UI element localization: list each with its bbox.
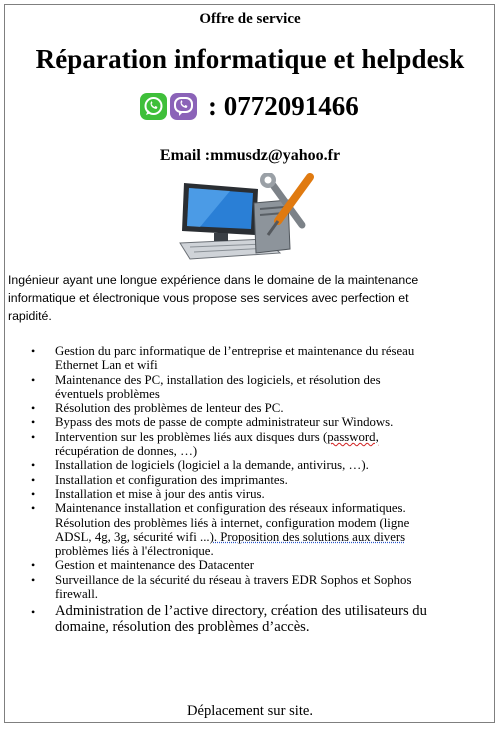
phone-number: : 0772091466 bbox=[208, 91, 359, 121]
list-item bbox=[0, 415, 500, 429]
footer-note: Déplacement sur site. bbox=[186, 703, 314, 719]
bullet-icon: • bbox=[31, 372, 36, 387]
bullet-icon: • bbox=[31, 401, 36, 416]
list-item-text: firewall. bbox=[55, 587, 98, 602]
intro-line: Ingénieur ayant une longue expérience dans le domaine de la maintenance bbox=[8, 273, 419, 287]
list-item-text: Maintenance installation et configuration des réseaux informatiques. bbox=[55, 501, 406, 516]
bullet-icon: • bbox=[31, 429, 36, 444]
list-item bbox=[0, 573, 500, 602]
bullet-icon: • bbox=[31, 501, 36, 516]
list-item-text: Administration de l’active directory, création des utilisateurs du bbox=[55, 603, 427, 620]
list-item-text: Surveillance de la sécurité du réseau à travers EDR Sophos et Sophos bbox=[55, 572, 412, 587]
list-item bbox=[0, 401, 500, 415]
phone-row bbox=[140, 91, 359, 122]
list-item-text: Gestion du parc informatique de l’entreprise et maintenance du réseau bbox=[55, 344, 415, 358]
list-item bbox=[0, 473, 500, 487]
offer-label: Offre de service bbox=[199, 11, 301, 27]
list-item-text: Installation de logiciels (logiciel a la demande, antivirus, …). bbox=[55, 458, 369, 473]
list-item-text: Gestion et maintenance des Datacenter bbox=[55, 558, 254, 573]
page-title: Réparation informatique et helpdesk bbox=[35, 44, 465, 74]
list-item-text-part: ADSL, 4g, 3g, sécurité wifi ...) bbox=[55, 529, 214, 544]
bullet-icon: • bbox=[31, 558, 36, 573]
bullet-icon: • bbox=[31, 472, 36, 487]
whatsapp-icon bbox=[140, 93, 167, 120]
list-item bbox=[0, 603, 500, 635]
bullet-icon: • bbox=[31, 415, 36, 430]
list-item-text: domaine, résolution des problèmes d’accès. bbox=[55, 619, 310, 636]
bullet-icon: • bbox=[31, 458, 36, 473]
list-item bbox=[0, 558, 500, 572]
list-item-text-part: . Proposition des solutions aux divers bbox=[213, 529, 406, 544]
intro-line: rapidité. bbox=[8, 309, 52, 323]
list-item-text bbox=[55, 530, 488, 544]
spellcheck-word: password, bbox=[327, 429, 379, 444]
list-item bbox=[0, 373, 500, 402]
list-item-text: Installation et configuration des imprimantes. bbox=[55, 472, 288, 487]
computer-with-tools-icon bbox=[170, 173, 320, 268]
bullet-icon: • bbox=[31, 572, 36, 587]
intro-paragraph bbox=[8, 271, 490, 325]
email-address: Email :mmusdz@yahoo.fr bbox=[159, 147, 341, 164]
intro-line: informatique et électronique vous propose ses services avec perfection et bbox=[8, 291, 409, 305]
list-item-text bbox=[55, 430, 488, 444]
bullet-icon: • bbox=[31, 486, 36, 501]
viber-icon bbox=[170, 93, 197, 120]
list-item-text: Installation et mise à jour des antis virus. bbox=[55, 486, 265, 501]
list-item bbox=[0, 430, 500, 459]
list-item-text: récupération de donnes, …) bbox=[55, 444, 198, 459]
bullet-icon: • bbox=[31, 344, 36, 358]
list-item bbox=[0, 487, 500, 501]
list-item-text: Résolution des problèmes liés à internet, configuration modem (ligne bbox=[55, 515, 410, 530]
list-item-text: Bypass des mots de passe de compte administrateur sur Windows. bbox=[55, 415, 394, 430]
bullet-icon: • bbox=[31, 605, 36, 620]
services-list bbox=[0, 344, 500, 635]
list-item-text: Maintenance des PC, installation des logiciels, et résolution des bbox=[55, 372, 381, 387]
list-item bbox=[0, 501, 500, 558]
list-item-text: problèmes liés à l'électronique. bbox=[55, 544, 214, 559]
list-item-text: Ethernet Lan et wifi bbox=[55, 358, 158, 373]
list-item bbox=[0, 344, 500, 373]
list-item-text: Résolution des problèmes de lenteur des PC. bbox=[55, 401, 284, 416]
list-item-text-part: Intervention sur les problèmes liés aux disques durs ( bbox=[55, 429, 328, 444]
list-item bbox=[0, 458, 500, 472]
list-item-text: éventuels problèmes bbox=[55, 386, 160, 401]
